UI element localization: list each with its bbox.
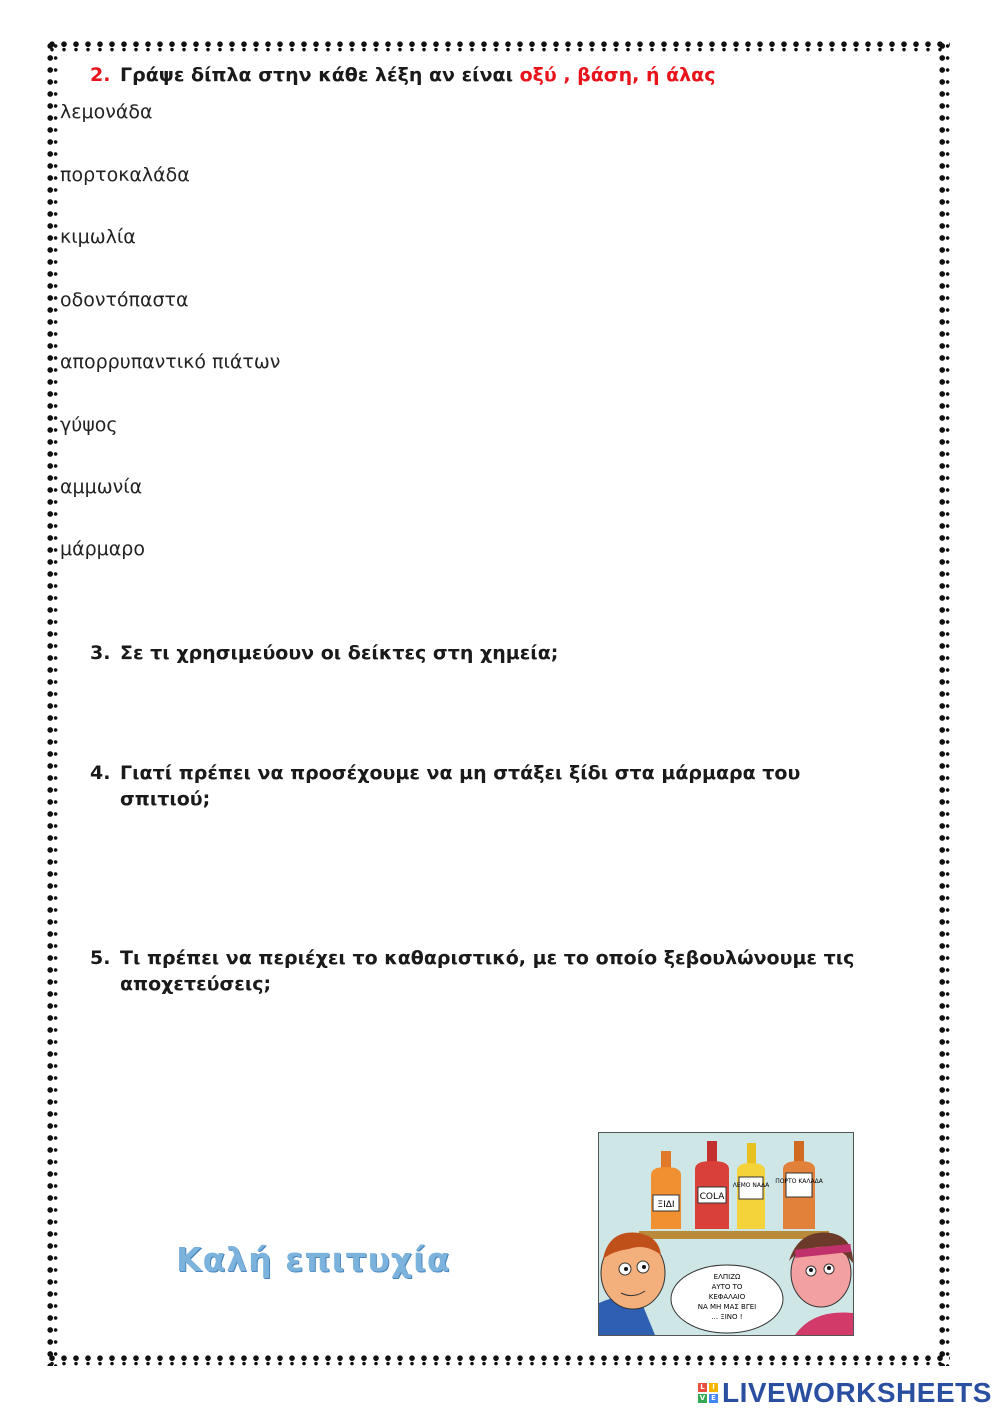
question-number: 4. [90, 762, 111, 784]
list-item: γύψος [60, 414, 118, 436]
question-2 [90, 62, 716, 88]
question-number: 5. [90, 947, 111, 969]
svg-text:ΝΑ ΜΗ ΜΑΣ ΒΓΕΙ: ΝΑ ΜΗ ΜΑΣ ΒΓΕΙ [697, 1303, 757, 1311]
question-text: Σε τι χρησιμεύουν οι δείκτες στη χημεία; [120, 642, 559, 664]
svg-text:ΞΙΔΙ: ΞΙΔΙ [657, 1200, 675, 1210]
answer-options: οξύ , βάση, ή άλας [519, 64, 716, 86]
question-text-cont: αποχετεύσεις; [120, 973, 272, 995]
question-number: 2. [90, 64, 111, 86]
list-item: απορρυπαντικό πιάτων [60, 351, 281, 373]
border-bottom [46, 1354, 950, 1366]
svg-text:COLA: COLA [699, 1192, 725, 1202]
brand-name: LIVEWORKSHEETS [722, 1377, 992, 1408]
question-number: 3. [90, 642, 111, 664]
svg-text:ΛΕΜΟ ΝΑΔΑ: ΛΕΜΟ ΝΑΔΑ [732, 1182, 770, 1189]
list-item: αμμωνία [60, 476, 143, 498]
logo-blocks-icon: L I V E [698, 1383, 718, 1403]
border-left [46, 40, 58, 1366]
list-item: κιμωλία [60, 226, 136, 248]
border-top [46, 40, 950, 52]
shelf [639, 1231, 829, 1239]
question-3 [90, 640, 558, 666]
svg-text:ΕΛΠΙΖΩ: ΕΛΠΙΖΩ [713, 1273, 741, 1281]
question-text: Γιατί πρέπει να προσέχουμε να μη στάξει ξίδι στα μάρμαρα του [120, 762, 801, 784]
list-item: οδοντόπαστα [60, 289, 189, 311]
svg-text:... ΞΙΝΟ !: ... ΞΙΝΟ ! [711, 1313, 743, 1321]
cartoon-image [598, 1132, 854, 1336]
svg-text:ΑΥΤΟ ΤΟ: ΑΥΤΟ ΤΟ [711, 1283, 743, 1291]
list-item: μάρμαρο [60, 538, 145, 560]
svg-text:ΠΟΡΤΟ ΚΑΛΑΔΑ: ΠΟΡΤΟ ΚΑΛΑΔΑ [775, 1178, 823, 1185]
question-5 [90, 945, 930, 997]
closing-text: Καλή επιτυχία [176, 1240, 451, 1279]
question-4 [90, 760, 910, 812]
list-item: λεμονάδα [60, 101, 153, 123]
question-text-cont: σπιτιού; [120, 788, 211, 810]
svg-text:ΚΕΦΑΛΑΙΟ: ΚΕΦΑΛΑΙΟ [708, 1293, 746, 1301]
speech-bubble [671, 1265, 783, 1333]
liveworksheets-logo [698, 1378, 992, 1408]
question-text: Τι πρέπει να περιέχει το καθαριστικό, με το οποίο ξεβουλώνουμε τις [120, 947, 855, 969]
question-text: Γράψε δίπλα στην κάθε λέξη αν είναι [120, 64, 520, 86]
list-item: πορτοκαλάδα [60, 164, 190, 186]
border-right [938, 40, 950, 1366]
